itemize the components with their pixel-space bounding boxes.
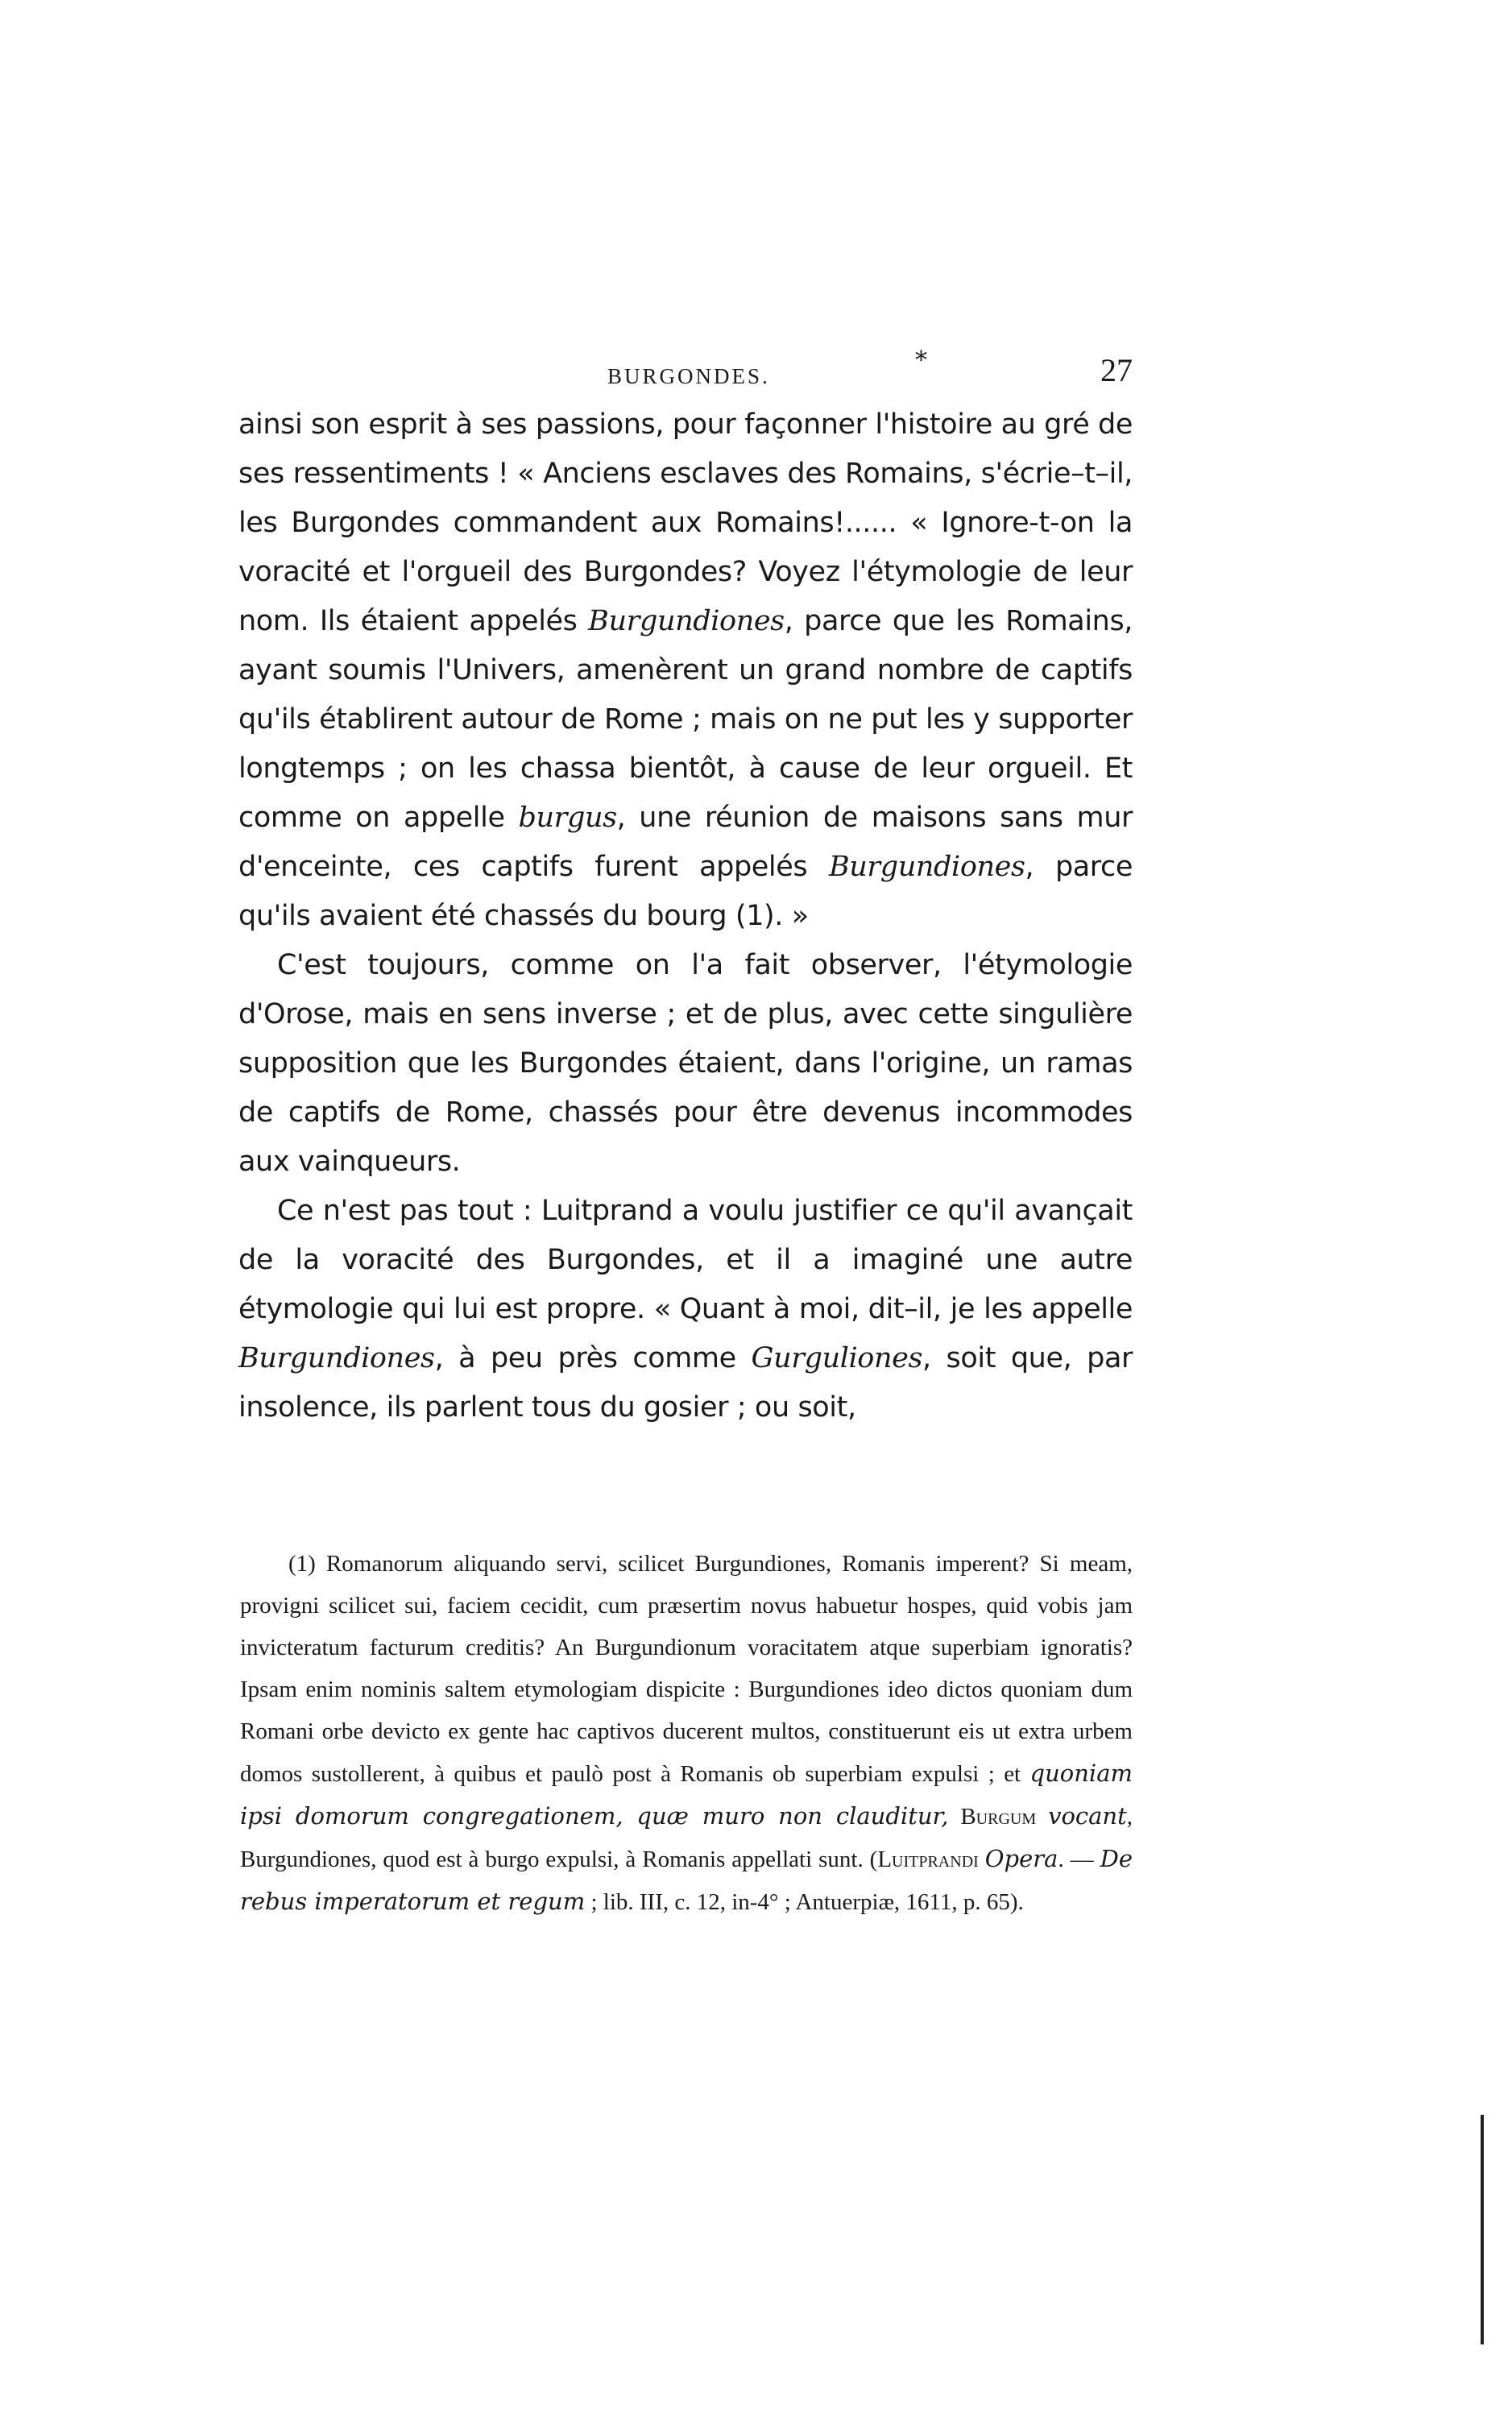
main-text	[238, 400, 1133, 1432]
text-run: . —	[1058, 1847, 1100, 1872]
italic-term: Burgundiones	[828, 851, 1025, 883]
text-run: , Burgundiones, quod est à burgo expulsi, à Romanis appellati sunt. (	[240, 1804, 1133, 1872]
italic-term: quoniam ipsi domorum congregationem, quæ muro non clauditur,	[240, 1760, 1133, 1830]
page-number: 27	[1100, 352, 1133, 388]
running-head: BURGONDES.	[607, 364, 770, 388]
italic-term: vocant	[1048, 1802, 1127, 1830]
page-header	[238, 346, 1133, 400]
text-run: , soit que, par insolence, ils parlent tous du gosier ; ou soit,	[238, 1342, 1133, 1424]
footnote	[240, 1543, 1133, 1923]
italic-term: Burgundiones	[238, 1342, 435, 1374]
text-run: , une réunion de maisons sans mur d'enceinte, ces captifs furent appelés	[238, 802, 1133, 883]
italic-term: De rebus imperatorum et regum	[240, 1845, 1133, 1915]
paragraph-1	[238, 400, 1133, 941]
printer-mark: *	[915, 346, 927, 375]
text-run: , parce que les Romains, ayant soumis l'Univers, amenèrent un grand nombre de captifs qu'ils établirent autour de Rome ; mais on ne put les y supporter longtemps ; on les chassa bientôt, à cause de leur orgueil. Et comme on appelle	[238, 605, 1133, 834]
text-run: Ce n'est pas tout : Luitprand a voulu justifier ce qu'il avançait de la voracité des Burgondes, et il a imaginé une autre étymologie qui lui est propre. « Quant à moi, dit–il, je les appelle	[238, 1195, 1133, 1325]
text-run: ; lib. III, c. 12, in-4° ; Antuerpiæ, 1611, p. 65).	[585, 1889, 1024, 1915]
footnote-1	[240, 1543, 1133, 1923]
text-run: ainsi son esprit à ses passions, pour façonner l'histoire au gré de ses ressentiments ! « Anciens esclaves des Romains, s'écrie–t–il, les Burgondes commandent aux Romains!...... « Ignore-t-on la voracité et l'orgueil des Burgondes? Voyez l'étymologie de leur nom. Ils étaient appelés	[238, 408, 1133, 637]
text-run: (1) Romanorum aliquando servi, scilicet Burgundiones, Romanis imperent? Si meam, provigni scilicet sui, faciem cecidit, cum præsertim novus habuetur hospes, quid vobis jam invicteratum facturum creditis? An Burgundionum voracitatem atque superbiam ignoratis? Ipsam enim nominis saltem etymologiam dispicite : Burgundiones ideo dictos quoniam dum Romani orbe devicto ex gente hac captivos ducerent multos, constituerunt eis ut extra urbem domos sustollerent, à quibus et paulò post à Romanis ob superbiam expulsi ; et	[240, 1551, 1133, 1787]
italic-term: Gurguliones	[751, 1342, 922, 1374]
paragraph-2	[238, 941, 1133, 1187]
italic-term: Opera	[984, 1845, 1058, 1872]
text-run: , à peu près comme	[434, 1342, 752, 1374]
small-caps-term: Luitprandi	[877, 1847, 979, 1872]
italic-term: burgus	[518, 802, 617, 834]
small-caps-term: Burgum	[960, 1804, 1037, 1830]
text-run: C'est toujours, comme on l'a fait observer, l'étymologie d'Orose, mais en sens inverse ; et de plus, avec cette singulière supposition que les Burgondes étaient, dans l'origine, un ramas de captifs de Rome, chassés pour être devenus incommodes aux vainqueurs.	[238, 949, 1133, 1178]
italic-term: Burgundiones	[588, 605, 785, 637]
scan-edge-line	[1481, 2115, 1484, 2344]
paragraph-3	[238, 1187, 1133, 1432]
text-run: , parce qu'ils avaient été chassés du bourg (1). »	[238, 851, 1133, 932]
